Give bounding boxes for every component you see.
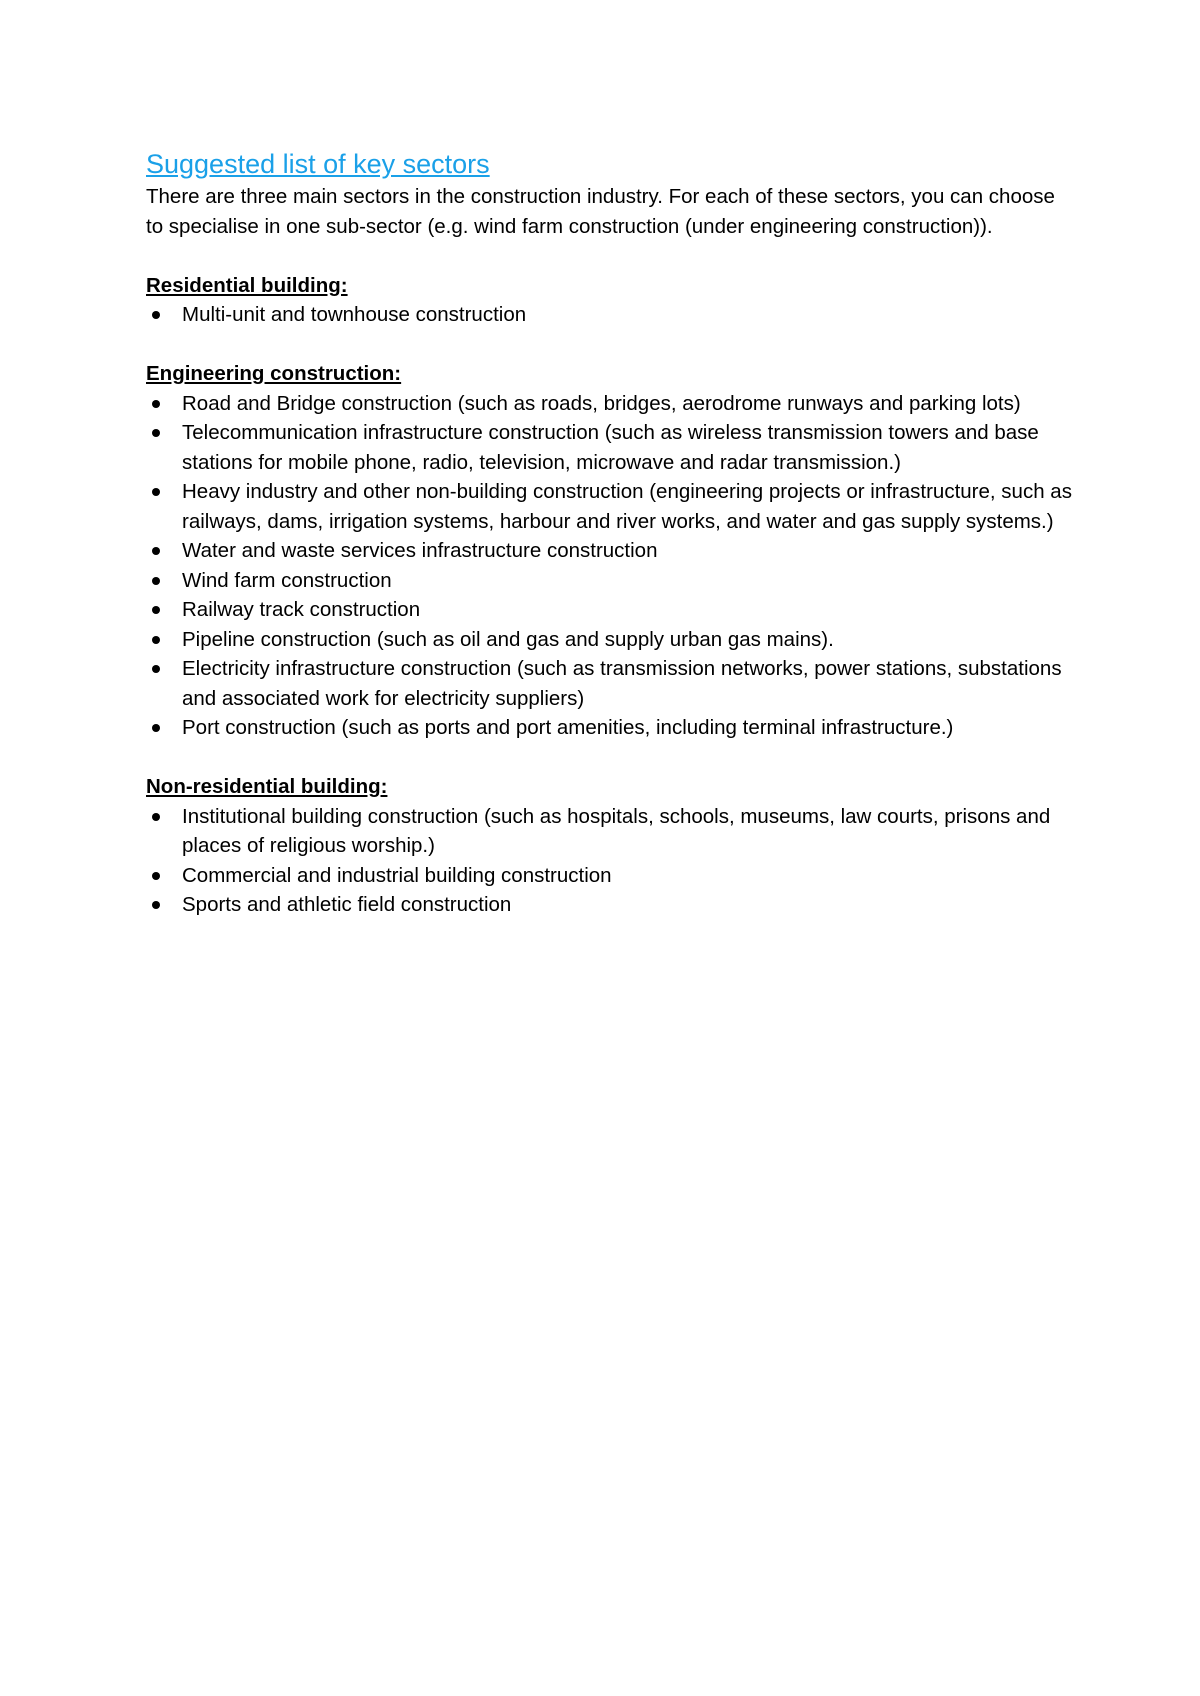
bullet-icon (152, 636, 160, 644)
list-item-text: Electricity infrastructure construction (such as transmission networks, power stations, substations and associated work for electricity suppliers) (182, 657, 1062, 710)
bullet-icon (152, 547, 160, 555)
list-item-text: Institutional building construction (such as hospitals, schools, museums, law courts, prisons and places of religious worship.) (182, 804, 1051, 857)
bullet-icon (152, 311, 160, 319)
list-item (146, 890, 1076, 920)
list-item (146, 418, 1076, 477)
bullet-icon (152, 577, 160, 585)
list-item-text: Commercial and industrial building construction (182, 863, 612, 887)
bullet-icon (152, 901, 160, 909)
bullet-icon (152, 872, 160, 880)
bullet-icon (152, 400, 160, 408)
bullet-icon (152, 724, 160, 732)
list-item-text: Heavy industry and other non-building construction (engineering projects or infrastructure, such as railways, dams, irrigation systems, harbour and river works, and water and gas supply systems.) (182, 480, 1072, 533)
bullet-list (146, 802, 1076, 920)
list-item-text: Pipeline construction (such as oil and gas and supply urban gas mains). (182, 627, 834, 651)
section-heading: Engineering construction: (146, 362, 402, 385)
list-item (146, 477, 1076, 536)
list-item (146, 654, 1076, 713)
list-item (146, 300, 1076, 330)
list-item (146, 802, 1076, 861)
list-item-text: Multi-unit and townhouse construction (182, 303, 527, 326)
bullet-icon (152, 488, 160, 496)
document-page (146, 146, 1076, 920)
bullet-list (146, 389, 1076, 743)
list-item-text: Road and Bridge construction (such as roads, bridges, aerodrome runways and parking lots) (182, 391, 1021, 415)
bullet-icon (152, 813, 160, 821)
list-item (146, 536, 1076, 566)
section-engineering (146, 359, 1076, 743)
list-item (146, 389, 1076, 419)
section-residential (146, 271, 1076, 330)
list-item (146, 713, 1076, 743)
bullet-icon (152, 665, 160, 673)
bullet-list (146, 300, 1076, 330)
bullet-icon (152, 429, 160, 437)
section-heading: Residential building: (146, 273, 348, 297)
list-item-text: Port construction (such as ports and port amenities, including terminal infrastructure.) (182, 716, 954, 739)
intro-paragraph: There are three main sectors in the construction industry. For each of these sectors, you can choose to specialise in one sub-sector (e.g. wind farm construction (under engineering construction)). (146, 185, 1055, 238)
list-item-text: Telecommunication infrastructure construction (such as wireless transmission towers and base stations for mobile phone, radio, television, microwave and radar transmission.) (182, 421, 1039, 474)
list-item (146, 625, 1076, 655)
list-item-text: Railway track construction (182, 598, 421, 621)
bullet-icon (152, 606, 160, 614)
list-item-text: Water and waste services infrastructure construction (182, 539, 658, 562)
list-item-text: Wind farm construction (182, 568, 392, 592)
section-heading: Non-residential building: (146, 775, 388, 798)
section-non-residential (146, 772, 1076, 920)
document-title: Suggested list of key sectors (146, 149, 490, 179)
list-item (146, 861, 1076, 891)
list-item-text: Sports and athletic field construction (182, 893, 512, 916)
list-item (146, 566, 1076, 596)
list-item (146, 595, 1076, 625)
